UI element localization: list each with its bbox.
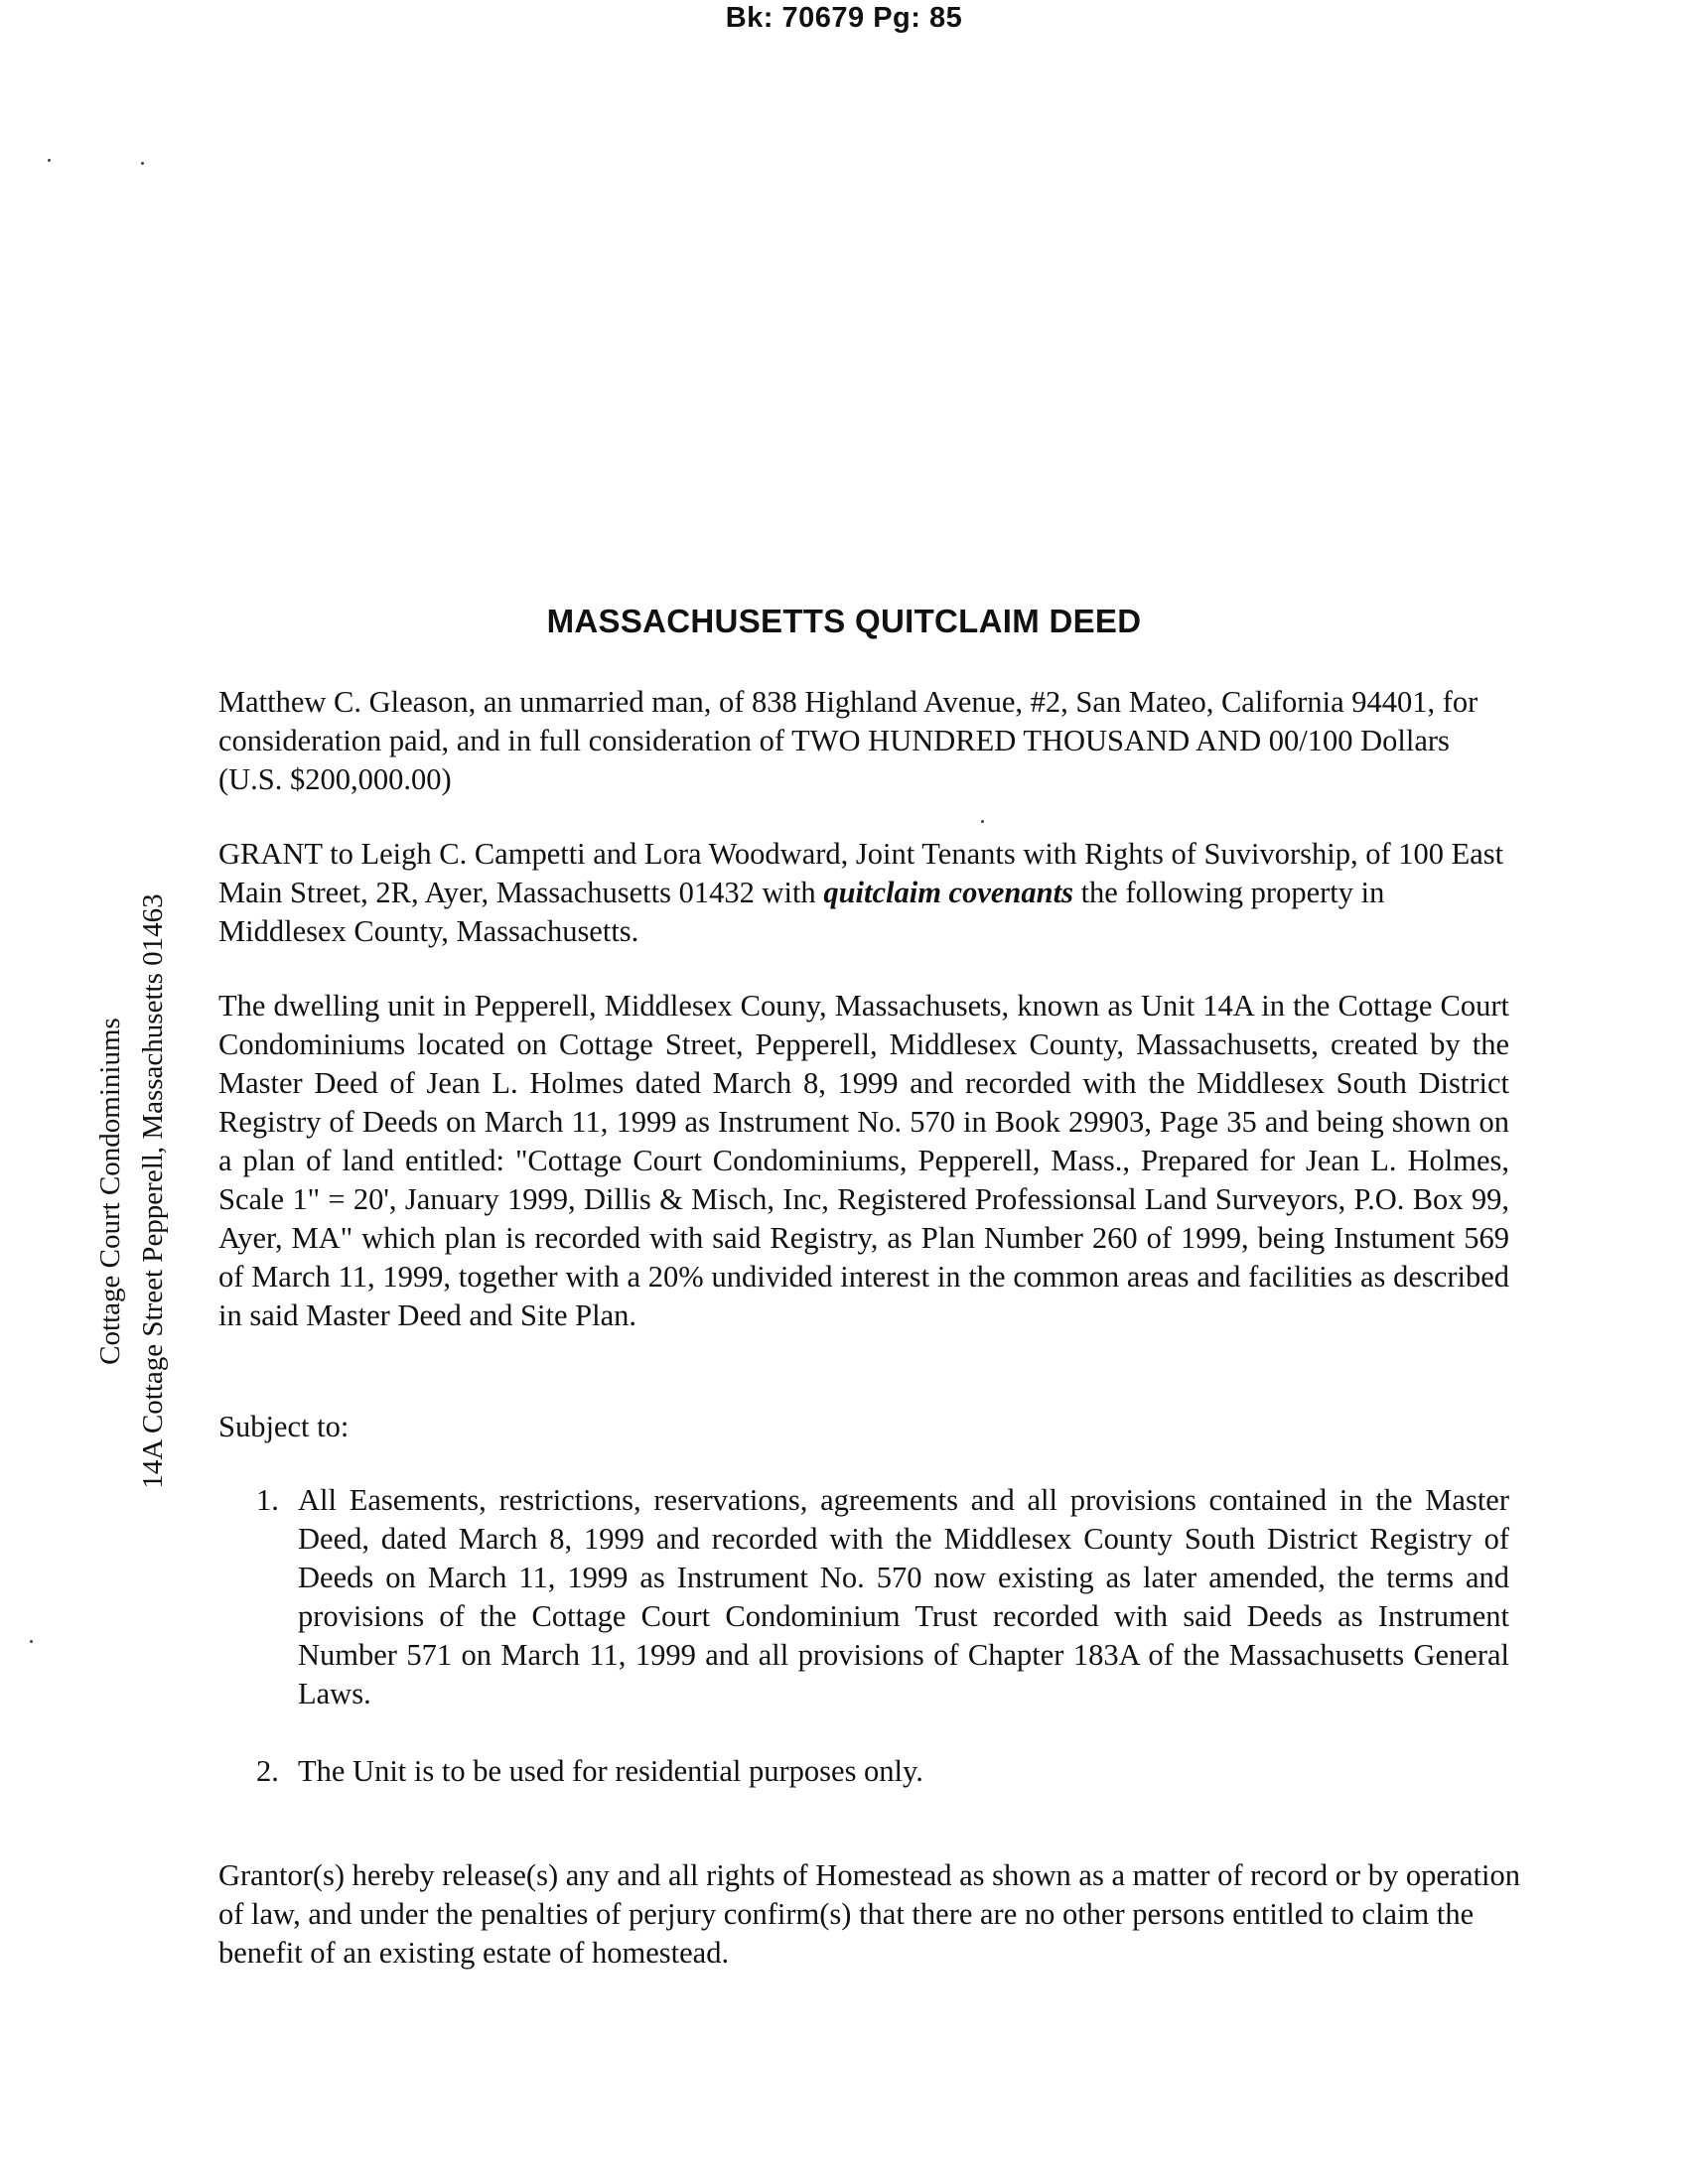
- condition-number: 1.: [256, 1483, 279, 1517]
- margin-note-line-2: 14A Cottage Street Pepperell, Massachusetts 01463: [137, 893, 169, 1489]
- grant-text-after: the following property in Middlesex County, Massachusetts.: [218, 876, 1385, 948]
- scan-speck: [30, 1640, 33, 1643]
- margin-note-line-1: Cottage Court Condominiums: [94, 1018, 126, 1365]
- condition-number: 2.: [256, 1754, 279, 1788]
- condition-text: All Easements, restrictions, reservations, agreements and all provisions contained in the Master Deed, dated March 8, 1999 and recorded with the Middlesex County South District Registry of Deeds on March 11, 1999 as Instrument No. 570 now existing as later amended, the terms and provisions of the Cottage Court Condominium Trust recorded with said Deeds as Instrument Number 571 on March 11, 1999 and all provisions of Chapter 183A of the Massachusetts General Laws.: [298, 1483, 1509, 1710]
- condition-item: [256, 1481, 1509, 1713]
- property-margin-note: [89, 685, 189, 1698]
- scan-speck: [48, 159, 51, 162]
- book-page-reference: Bk: 70679 Pg: 85: [725, 2, 963, 34]
- document-title: MASSACHUSETTS QUITCLAIM DEED: [546, 603, 1142, 639]
- homestead-release-paragraph: Grantor(s) hereby release(s) any and all rights of Homestead as shown as a matter of record or by operation of law, and under the penalties of perjury confirm(s) that there are no other persons entitled to claim the benefit of an existing estate of homestead.: [218, 1858, 1521, 1970]
- grantor-paragraph: Matthew C. Gleason, an unmarried man, of 838 Highland Avenue, #2, San Mateo, California 94401, for consideration paid, and in full consideration of TWO HUNDRED THOUSAND AND 00/100 Dollars (U.S. $200,000.00): [218, 685, 1478, 796]
- condition-item: [256, 1752, 1509, 1791]
- grant-text-before: GRANT to Leigh C. Campetti and Lora Woodward, Joint Tenants with Rights of Suvivorship, of 100 East Main Street, 2R, Ayer, Massachusetts 01432 with: [218, 837, 1504, 909]
- grant-paragraph: [218, 835, 1509, 951]
- condition-text: The Unit is to be used for residential purposes only.: [298, 1754, 923, 1788]
- property-description-paragraph: The dwelling unit in Pepperell, Middlesex Couny, Massachusets, known as Unit 14A in the Cottage Court Condominiums located on Cottage Street, Pepperell, Middlesex County, Massachusetts, created by the Master Deed of Jean L. Holmes dated March 8, 1999 and recorded with the Middlesex South District Registry of Deeds on March 11, 1999 as Instrument No. 570 in Book 29903, Page 35 and being shown on a plan of land entitled: "Cottage Court Condominiums, Pepperell, Mass., Prepared for Jean L. Holmes, Scale 1" = 20', January 1999, Dillis & Misch, Inc, Registered Professionsal Land Surveyors, P.O. Box 99, Ayer, MA" which plan is recorded with said Registry, as Plan Number 260 of 1999, being Instument 569 of March 11, 1999, together with a 20% undivided interest in the common areas and facilities as described in said Master Deed and Site Plan.: [218, 989, 1509, 1332]
- scan-speck: [141, 162, 144, 165]
- quitclaim-covenants-emphasis: quitclaim covenants: [823, 876, 1073, 909]
- scan-speck: [981, 820, 984, 823]
- subject-to-heading: Subject to:: [218, 1410, 350, 1443]
